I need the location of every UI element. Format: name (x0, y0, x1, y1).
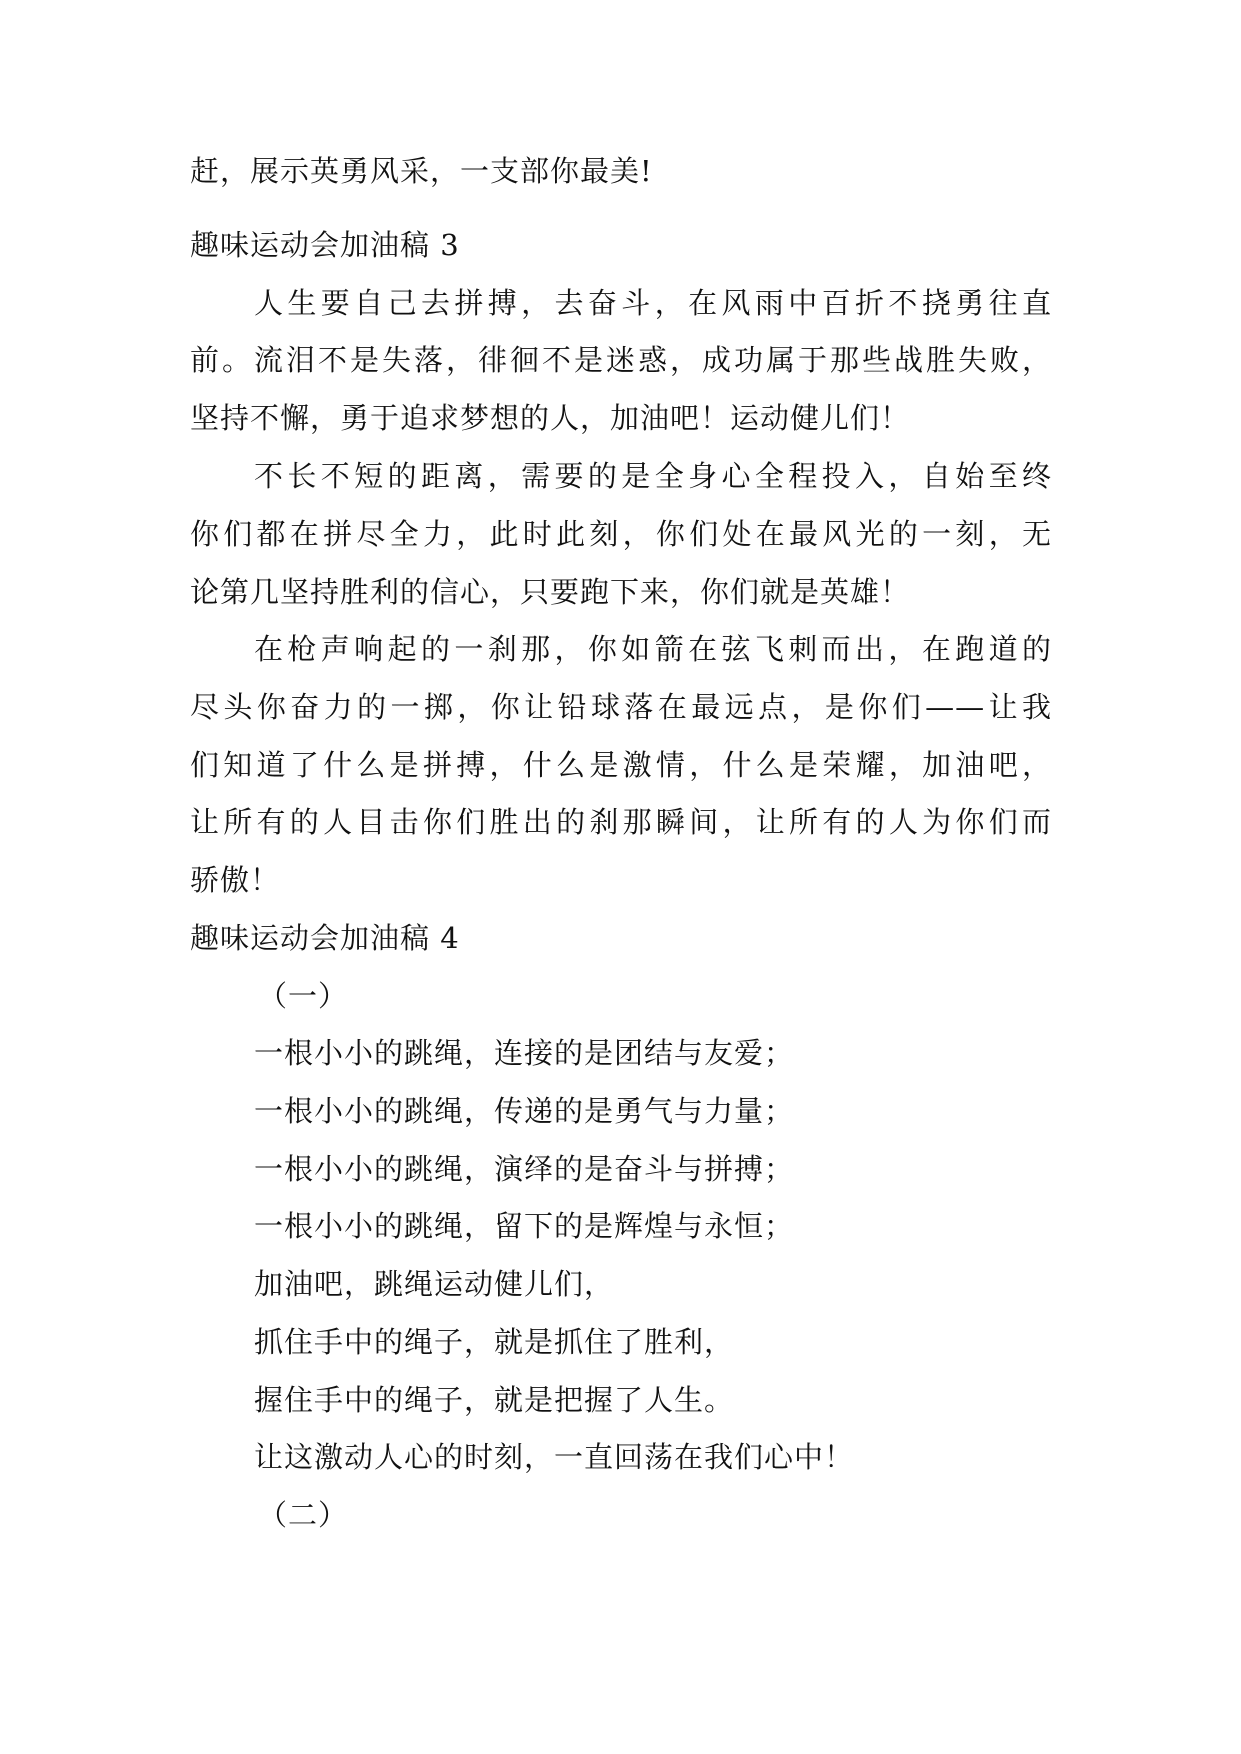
paragraph-line: 你们都在拼尽全力，此时此刻，你们处在最风光的一刻，无 (190, 517, 1052, 551)
poem-line: 一根小小的跳绳，连接的是团结与友爱； (254, 1036, 795, 1070)
poem-line: 加油吧，跳绳运动健儿们， (254, 1267, 615, 1301)
poem-line: 握住手中的绳子，就是把握了人生。 (254, 1383, 735, 1417)
poem-line: 一根小小的跳绳，传递的是勇气与力量； (254, 1094, 795, 1128)
poem-line: 一根小小的跳绳，留下的是辉煌与永恒； (254, 1209, 795, 1243)
paragraph-line: 论第几坚持胜利的信心，只要跑下来，你们就是英雄！ (190, 575, 911, 609)
paragraph-line: 不长不短的距离，需要的是全身心全程投入，自始至终 (254, 459, 1052, 493)
paragraph-line: 人生要自己去拼搏，去奋斗，在风雨中百折不挠勇往直 (254, 286, 1052, 320)
poem-line: 抓住手中的绳子，就是抓住了胜利， (254, 1325, 735, 1359)
paragraph-line: 让所有的人目击你们胜出的刹那瞬间，让所有的人为你们而 (190, 805, 1052, 839)
paragraph-line: 骄傲！ (190, 863, 281, 897)
poem-line: 一根小小的跳绳，演绎的是奋斗与拼搏； (254, 1152, 795, 1186)
section-heading: 趣味运动会加油稿 3 (190, 228, 460, 262)
subsection-label: （一） (258, 979, 349, 1013)
paragraph-line: 尽头你奋力的一掷，你让铅球落在最远点，是你们——让我 (190, 690, 1052, 724)
paragraph-line: 赶，展示英勇风采，一支部你最美! (190, 154, 653, 188)
paragraph-line: 坚持不懈，勇于追求梦想的人，加油吧！运动健儿们！ (190, 401, 911, 435)
section-heading: 趣味运动会加油稿 4 (190, 921, 460, 955)
paragraph-line: 们知道了什么是拼搏，什么是激情，什么是荣耀，加油吧， (190, 748, 1052, 782)
paragraph-line: 前。流泪不是失落，徘徊不是迷惑，成功属于那些战胜失败， (190, 343, 1052, 377)
poem-line: 让这激动人心的时刻，一直回荡在我们心中！ (254, 1440, 855, 1474)
subsection-label: （二） (258, 1498, 349, 1532)
paragraph-line: 在枪声响起的一刹那，你如箭在弦飞刺而出，在跑道的 (254, 632, 1052, 666)
